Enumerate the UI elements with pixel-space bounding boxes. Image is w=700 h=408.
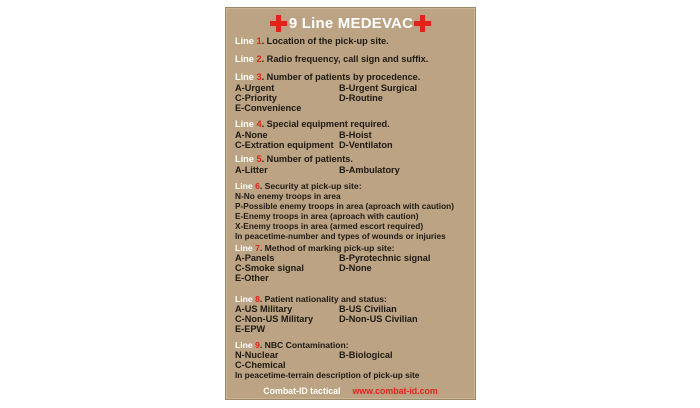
line-number: 4 (256, 119, 262, 129)
line-text: . NBC Contamination: (259, 340, 349, 350)
line-8 (235, 294, 471, 334)
option: D-Non-US Civilian (339, 314, 418, 324)
option: A-Litter (235, 164, 268, 175)
option: E-EPW (235, 324, 266, 334)
line-4-heading (235, 119, 471, 130)
line-4 (235, 119, 471, 150)
line-5-heading (235, 154, 471, 165)
option: D-None (339, 263, 372, 273)
line-6 (235, 181, 471, 241)
option: A-Urgent (235, 82, 275, 93)
line-2 (235, 54, 471, 65)
line-word: Line (235, 294, 253, 304)
line-word: Line (235, 36, 254, 46)
brand-name: Combat-ID tactical (263, 386, 341, 396)
option: E-Other (235, 273, 269, 283)
line-7 (235, 243, 471, 283)
line-word: Line (235, 340, 253, 350)
line-word: Line (235, 154, 254, 164)
line-word: Line (235, 54, 254, 64)
option: C-Non-US Military (235, 314, 314, 324)
red-cross-icon (414, 15, 431, 32)
line-text: . Location of the pick-up site. (261, 36, 389, 46)
security-note: X-Enemy troops in area (armed escort required) (235, 221, 424, 231)
line-text: . Patient nationality and status: (259, 294, 387, 304)
line-number: 5 (256, 154, 262, 164)
option: C-Priority (235, 92, 277, 103)
line-word: Line (235, 72, 254, 82)
line-word: Line (235, 243, 253, 253)
line-number: 2 (256, 54, 262, 64)
line-number: 7 (255, 243, 260, 253)
line-word: Line (235, 119, 254, 129)
line-text: . Security at pick-up site: (259, 181, 362, 191)
line-3-heading (235, 72, 471, 83)
line-2-heading (235, 54, 471, 65)
line-number: 1 (256, 36, 262, 46)
line-number: 3 (256, 72, 262, 82)
line-word: Line (235, 181, 253, 191)
line-text: . Radio frequency, call sign and suffix. (261, 54, 429, 64)
line-number: 6 (255, 181, 260, 191)
option: E-Convenience (235, 102, 302, 113)
card-title: 9 Line MEDEVAC (288, 14, 414, 32)
option: B-Biological (339, 350, 393, 360)
line-text: . Special equipment required. (261, 119, 390, 129)
security-note: P-Possible enemy troops in area (aproach with caution) (235, 201, 454, 211)
line-1 (235, 36, 471, 47)
line-1-heading (235, 36, 471, 47)
option: B-US Civilian (339, 304, 397, 314)
option: A-US Military (235, 304, 293, 314)
line-text: . Number of patients. (261, 154, 353, 164)
option: C-Chemical (235, 360, 286, 370)
line-number: 9 (255, 340, 260, 350)
line-5 (235, 154, 471, 175)
option: D-Ventilaton (339, 139, 393, 150)
terrain-note: In peacetime-terrain description of pick-up site (235, 370, 420, 380)
line-6-heading (235, 181, 471, 191)
website-link[interactable]: www.combat-id.com (352, 386, 438, 396)
security-note: E-Enemy troops in area (aproach with caution) (235, 211, 419, 221)
line-3 (235, 72, 471, 113)
line-text: . Number of patients by procedence. (261, 72, 421, 82)
line-7-heading (235, 243, 471, 253)
option: B-Hoist (339, 129, 372, 140)
line-9 (235, 340, 471, 380)
option: N-Nuclear (235, 350, 279, 360)
option: B-Pyrotechnic signal (339, 253, 431, 263)
line-3-options (235, 83, 471, 113)
security-note: In peacetime-number and types of wounds or injuries (235, 231, 446, 241)
security-note: N-No enemy troops in area (235, 191, 341, 201)
medevac-card (225, 7, 476, 400)
card-title-row (226, 12, 475, 34)
option: C-Smoke signal (235, 263, 304, 273)
line-7-options (235, 253, 471, 283)
line-5-options (235, 165, 471, 175)
option: C-Extration equipment (235, 139, 334, 150)
red-cross-icon (270, 15, 287, 32)
option: B-Urgent Surgical (339, 82, 418, 93)
line-8-options (235, 304, 471, 334)
card-footer (226, 386, 475, 396)
line-4-options (235, 130, 471, 150)
option: A-None (235, 129, 268, 140)
option: A-Panels (235, 253, 275, 263)
option: D-Routine (339, 92, 383, 103)
line-text: . Method of marking pick-up site: (259, 243, 395, 253)
line-number: 8 (255, 294, 260, 304)
option: B-Ambulatory (339, 164, 400, 175)
line-9-heading (235, 340, 471, 350)
line-8-heading (235, 294, 471, 304)
line-9-options (235, 350, 471, 370)
